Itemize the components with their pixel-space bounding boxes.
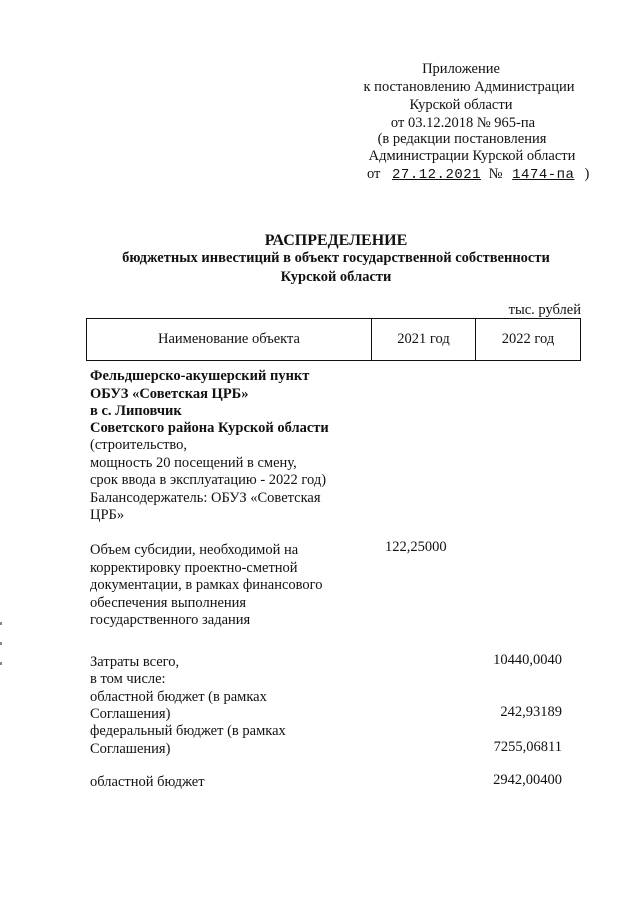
column-header-name: Наименование объекта	[87, 319, 372, 360]
object-name-line: Советского района Курской области	[90, 420, 329, 436]
amendment-date: 27.12.2021	[392, 167, 482, 183]
appendix-line-4: от 03.12.2018 № 965-па	[390, 115, 536, 131]
column-header-2022: 2022 год	[501, 331, 555, 347]
appendix-line-5: (в редакции постановления	[377, 131, 547, 147]
federal-agreement-label-2: Соглашения)	[90, 741, 171, 757]
scan-artifact	[0, 662, 2, 665]
document-subtitle-1: бюджетных инвестиций в объект государственной собственности	[122, 250, 550, 266]
amendment-prefix: от	[367, 166, 381, 182]
document-title: РАСПРЕДЕЛЕНИЕ	[264, 232, 408, 249]
scan-artifact	[0, 622, 2, 625]
document-subtitle-2: Курской области	[280, 269, 392, 285]
amendment-number-sign: №	[488, 166, 503, 182]
object-detail-line: Балансодержатель: ОБУЗ «Советская	[90, 490, 321, 506]
subsidy-line: корректировку проектно-сметной	[90, 560, 298, 576]
object-name-line: в с. Липовчик	[90, 403, 182, 419]
costs-total-label: Затраты всего,	[90, 654, 180, 670]
regional-agreement-label-2: Соглашения)	[90, 706, 171, 722]
regional-budget-label: областной бюджет	[90, 774, 205, 790]
federal-agreement-2022: 7255,06811	[493, 739, 562, 755]
subsidy-line: обеспечения выполнения	[90, 595, 247, 611]
amendment-line	[367, 165, 589, 185]
subsidy-line: документации, в рамках финансового	[90, 577, 323, 593]
object-name-line: ОБУЗ «Советская ЦРБ»	[90, 386, 249, 402]
costs-incl-label: в том числе:	[90, 671, 166, 687]
subsidy-line: государственного задания	[90, 612, 251, 628]
regional-budget-2022: 2942,00400	[493, 772, 562, 788]
regional-agreement-label-1: областной бюджет (в рамках	[90, 689, 267, 705]
amendment-number: 1474-па	[512, 167, 575, 183]
amendment-close: )	[584, 166, 590, 182]
subsidy-value-2021: 122,25000	[385, 539, 447, 555]
scan-artifact	[0, 642, 2, 645]
object-name-line: Фельдшерско-акушерский пункт	[90, 368, 310, 384]
appendix-line-2: к постановлению Администрации	[363, 79, 575, 95]
regional-agreement-2022: 242,93189	[500, 704, 562, 720]
object-detail-line: мощность 20 посещений в смену,	[90, 455, 297, 471]
appendix-line-1: Приложение	[422, 61, 500, 77]
object-detail-line: срок ввода в эксплуатацию - 2022 год)	[90, 472, 327, 488]
units-label: тыс. рублей	[508, 302, 581, 318]
object-detail-line: (строительство,	[90, 437, 188, 453]
table-header	[86, 318, 581, 361]
costs-total-2022: 10440,0040	[493, 652, 562, 668]
federal-agreement-label-1: федеральный бюджет (в рамках	[90, 723, 286, 739]
subsidy-line: Объем субсидии, необходимой на	[90, 542, 299, 558]
appendix-line-3: Курской области	[409, 97, 513, 113]
appendix-line-6: Администрации Курской области	[368, 148, 576, 164]
object-detail-line: ЦРБ»	[90, 507, 125, 523]
column-header-2021: 2021 год	[372, 319, 476, 360]
